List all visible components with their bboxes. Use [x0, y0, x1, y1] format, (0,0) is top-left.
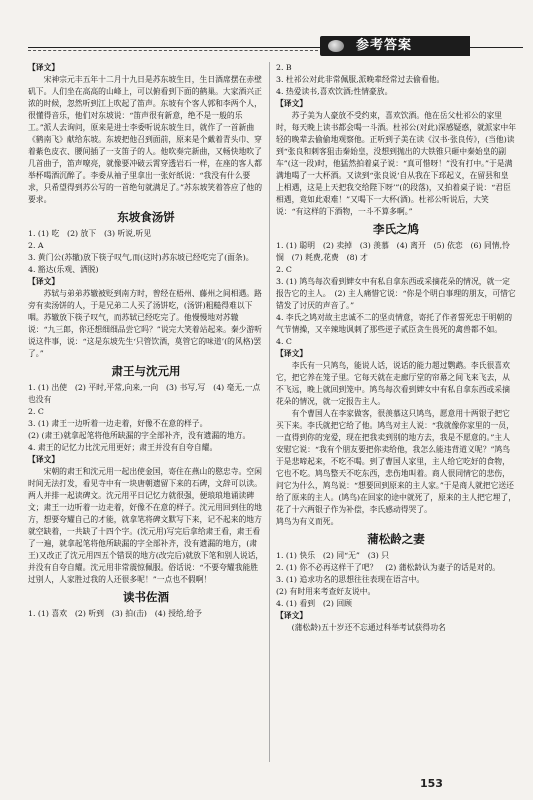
translation-label: 【译文】 [28, 455, 60, 464]
answer-line: 3. 黄门公(苏辙)放下筷子叹气,而(这时)苏东坡已经吃完了(面条)。 [28, 253, 254, 262]
answer-line: 3. (1) 肃王一边听着一边走着，好像不在意的样子。 [28, 419, 208, 428]
answer-line: 4. (1) 看到 (2) 回顾 [276, 599, 352, 608]
column-divider [269, 62, 270, 762]
translation-label: 【译文】 [276, 99, 308, 108]
answer-line: 鸠鸟为有义而死。 [276, 517, 339, 526]
answer-line: (2) 有时用来考查好友说中。 [276, 587, 376, 596]
page-number: 153 [420, 777, 443, 790]
answer-line: 1. (1) 吃 (2) 放下 (3) 听说,听见 [28, 229, 152, 238]
section-heading: 肃王与沈元用 [111, 364, 181, 378]
answer-line: (2) (肃王)就拿起笔将他所缺漏的字全部补齐，没有遗漏的地方。 [28, 431, 251, 440]
translation-paragraph: 苏轼与弟弟苏辙被贬到南方时，曾经在梧州、藤州之间相遇。路旁有卖汤饼的人，于是兄弟二人买了汤饼吃，(汤饼)粗糙得难以下咽。苏辙放下筷子叹气，而苏轼已经吃完了。他慢慢地对苏辙说：“九三郎，你还想细细品尝它吗？”说完大笑着站起来。秦少游听说这件事，说：“这是东坡先生‘只管饮酒，莫管它的味道’(的风格)罢了。” [28, 289, 263, 358]
translation-paragraph: 有个曹国人在李家做客，很羡慕这只鸠鸟，愿意用十两银子把它买下来。李氏就把它给了他。鸠鸟对主人说：“我就像你家里的一员，一直得到你的宠爱，现在把我卖到别的地方去，我是不愿意的。”主人安慰它说：“我有个朋友要把你卖给他，我怎么能违背道义呢？”鸠鸟于是悲啼起来，不吃不喝。到了曹国人家里，主人给它吃好的食物，它也不吃。鸠鸟整天不吃东西，悲伤地叫着。商人很同情它的悲伤，问它为什么，鸠鸟说：“想要回到原来的主人家。”于是商人就把它送还给了原来的主人。(鸠鸟)在回家的途中就死了，原来的主人把它埋了，花了十六两银子作为补偿，李氏感动得哭了。 [276, 409, 516, 514]
answer-line: 4. 肃王的记忆力比沈元用更好；肃王并没有自夸自耀。 [28, 443, 218, 452]
answer-line: 2. A [28, 241, 44, 250]
answer-line: 4. 热爱读书,喜欢饮酒;性情豪放。 [276, 87, 393, 96]
answer-line: 1. (1) 出使 (2) 平时,平常,向来,一向 (3) 书写,写 (4) 毫无,一点也没有 [28, 383, 261, 404]
right-column [276, 62, 516, 634]
translation-paragraph: (蒲松龄)五十岁还不忘通过科举考试获得功名 [291, 623, 446, 632]
answer-line: 4. 豁达(乐观、洒脱) [28, 265, 99, 274]
answer-line: 3. (1) 鸠鸟每次看到婢女中有私自拿东西或采摘花朵的情况，就一定报告它的主人。 (2) 主人痛惜它说：“你是个明白事理的朋友，可惜它错发了讨厌的声音了。” [276, 277, 516, 310]
answer-line: 4. 李氏之鸠对故主忠诚不二的坚贞情意，寄托了作者誓死忠于明朝的气节情操，又辛辣地讽刺了那些逆子贰臣贪生畏死的禽兽都不如。 [276, 313, 513, 334]
translation-paragraph: 苏子美为人豪放不受约束，喜欢饮酒。他在岳父杜祁公的家里时，每天晚上读书都会喝一斗酒。杜祁公(对此)深感疑惑，就派家中年轻的晚辈去偷偷地观察他。正听到子美在读《汉书·张良传》，(当他)读到“张良和刺客狙击秦始皇，没想到抛出的大铁锥只砸中秦始皇的副车”(这一段)时，他猛然拍着桌子说：“真可惜呀！”没有打中。”于是满满地喝了一大杯酒。又读到“张良说‘自从我在下邳起义，在留县和皇上相遇，这是上天把我交给陛下呀’”(的段落)，又拍着桌子说：“君臣相遇，竟如此艰难！”又喝下一大杯(酒)。杜祁公听说后，大笑说：“有这样的下酒物，一斗不算多啊。” [276, 111, 516, 216]
header-ornament-icon [328, 40, 344, 52]
translation-label: 【译文】 [276, 349, 308, 358]
section-title: 参考答案 [356, 38, 413, 53]
translation-paragraph: 宋朝的肃王和沈元用一起出使金国，寄住在燕山的愍忠寺。空闲时间无法打发，看见寺中有一块唐朝遗留下来的石碑，文辞可以读。两人并排一起读碑文。沈元用平日记忆力就很强，便琅琅地诵读碑文；肃王一边听着一边走着，好像不在意的样子。沈元用回到住的地方，想要夸耀自己的才能，就拿笔将碑文默写下来，记不起来的地方就空缺着，一共缺了十四个字。(沈元用)写完后拿给肃王看，肃王看了一遍，就拿起笔将他所缺漏的字全部补齐，没有遗漏的地方，(肃王)又改正了沈元用四五个错误的地方(改完后)就放下笔和别人说话，并没有自夸自耀。沈元用非常震惊佩服。俗话说：“不要夸耀我能胜过别人，人家胜过我的人还很多呢！”一点也不假啊！ [28, 467, 264, 584]
answer-line: 2. C [276, 265, 292, 274]
section-heading: 读书佐酒 [123, 590, 169, 604]
answer-line: 1. (1) 快乐 (2) 同“无” (3) 只 [276, 551, 390, 560]
section-heading: 李氏之鸠 [373, 222, 419, 236]
answer-line: 3. 杜祁公对此非常佩服,派晚辈经常过去偷看他。 [276, 75, 445, 84]
header-dashed-rule [28, 50, 318, 51]
translation-paragraph: 宋神宗元丰五年十二月十九日是苏东坡生日，生日酒席摆在赤壁矶下。人们坐在高高的山峰上，可以俯看到下面的鹤巢。大家酒兴正浓的时候，忽然听到江上吹起了笛声。东坡有个客人郭和李两个人，很懂得音乐，他们对东坡说：“笛声很有新意，绝不是一般的乐工。”派人去询问，原来是进士李委听说东坡生日，就作了一首新曲《鹤南飞》献给东坡。东坡把他召到面前，原来是个戴着青头巾、穿着紫色皮衣、腰间插了一支笛子的人。他吹奏完新曲，又畅快地吹了几首曲子，笛声嘹亮，就像要冲破云霄穿透岩石一样，在座的客人都举杯喝酒沉醉了。李委从袖子里拿出一张好纸说：“我没有什么要求，只希望得到苏公写的一首绝句就满足了。”苏东坡笑着答应了他的要求。 [28, 75, 262, 204]
section-heading: 东坡食汤饼 [117, 210, 175, 224]
answer-line: 2. C [28, 407, 44, 416]
section-heading: 蒲松龄之妻 [367, 532, 425, 546]
left-column [28, 62, 264, 620]
answer-line: 3. (1) 追求功名的思想往往表现在语言中。 [276, 575, 425, 584]
answer-line: 2. (1) 你不必再这样干了吧？ (2) 蒲松龄认为妻子的话是对的。 [276, 563, 501, 572]
answer-line: 1. (1) 聪明 (2) 卖掉 (3) 羡慕 (4) 离开 (5) 依恋 (6) 同情,怜悯 (7) 耗费,花费 (8) 才 [276, 241, 510, 262]
translation-label: 【译文】 [28, 277, 60, 286]
translation-label: 【译文】 [276, 611, 308, 620]
answer-line: 2. B [276, 63, 292, 72]
translation-label: 【译文】 [28, 63, 60, 72]
answer-line: 1. (1) 喜欢 (2) 听到 (3) 拍(击) (4) 授给,给予 [28, 609, 202, 618]
translation-paragraph: 李氏有一只鸠鸟，能说人话，说话的能力超过鹦鹉。李氏很喜欢它，把它养在笼子里。它每天就在走廊厅堂的帘幕之间飞来飞去，从不飞远，晚上就回到笼中。鸠鸟每次看到婢女中有私自拿东西或采摘花朵的情况，就一定报告主人。 [276, 361, 510, 406]
answer-line: 4. C [276, 337, 292, 346]
